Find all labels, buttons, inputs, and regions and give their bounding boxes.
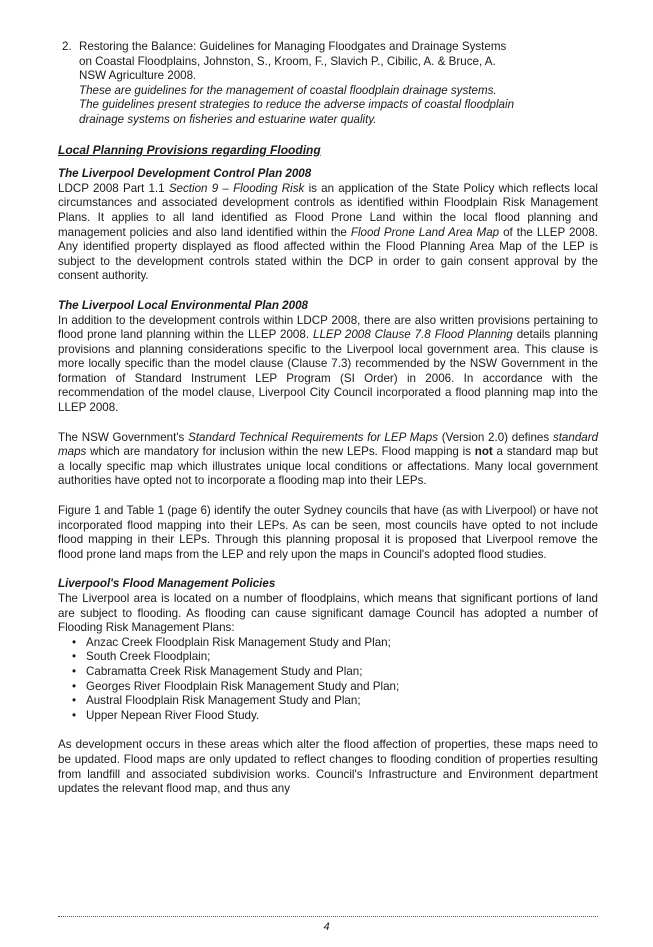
lep-section	[58, 299, 598, 416]
reference-number: 2.	[62, 40, 72, 53]
dcp-text-2: is an application of the State Policy which reflects local circumstances and associated development controls as identified within Floodplain Risk Management Plans. It applies to all land identified as Flood Prone Land within the local flood planning and management policies and also land identified within the	[58, 181, 598, 239]
figure-section	[58, 504, 598, 562]
reference-line-1: Restoring the Balance: Guidelines for Managing Floodgates and Drainage Systems	[79, 40, 507, 53]
list-item: • Georges River Floodplain Risk Management Study and Plan;	[72, 680, 598, 695]
dcp-text-1: LDCP 2008 Part 1.1	[58, 181, 169, 195]
dcp-section	[58, 167, 598, 284]
dcp-map-ref: Flood Prone Land Area Map	[350, 225, 500, 239]
lep-text-2: details planning provisions and planning considerations specific to the Liverpool local government area. This clause is more locally specific than the model clause (Clause 7.3) recommended by the NSW Government in the formation of Standard Instrument LEP Program (SI Order) in 2006. In accordance with the recommendation of the model clause, Liverpool City Council incorporated a flood planning map into the LLEP 2008.	[58, 328, 598, 415]
footer-divider	[58, 916, 598, 917]
reference-entry	[58, 40, 598, 128]
policies-heading: Liverpool's Flood Management Policies	[58, 577, 276, 591]
standard-maps-section	[58, 431, 598, 489]
lep-heading: The Liverpool Local Environmental Plan 2008	[58, 298, 308, 312]
policies-section	[58, 577, 598, 723]
dcp-section-ref: Section 9 – Flooding Risk	[168, 181, 305, 195]
reference-note-2: The guidelines present strategies to reduce the adverse impacts of coastal floodplain	[79, 98, 515, 112]
std-text-2: (Version 2.0) defines	[438, 430, 553, 444]
closing-paragraph: As development occurs in these areas which alter the flood affection of properties, these maps need to be updated. Flood maps are only updated to reflect changes to flooding condition of properties resulting from landfill and associated subdivision works. Council's Infrastructure and Environment department updates the relevant flood map, and thus any	[58, 738, 598, 796]
list-item: • Upper Nepean River Flood Study.	[72, 709, 598, 724]
std-not-emphasis: not	[474, 445, 493, 459]
dcp-heading: The Liverpool Development Control Plan 2008	[58, 167, 312, 181]
reference-line-3: NSW Agriculture 2008.	[79, 69, 197, 83]
std-text-3: which are mandatory for inclusion within the new LEPs. Flood mapping is	[86, 445, 475, 459]
list-item: • Cabramatta Creek Risk Management Study and Plan;	[72, 665, 598, 680]
document-page	[58, 40, 598, 797]
closing-section	[58, 738, 598, 796]
lep-text-1: In addition to the development controls within LDCP 2008, there are also written provisions pertaining to flood prone land planning within the LLEP 2008.	[58, 313, 598, 342]
lep-paragraph	[58, 314, 598, 416]
std-maps-term: standard maps	[58, 430, 599, 459]
policies-intro: The Liverpool area is located on a number of floodplains, which means that significant portions of land are subject to flooding. As flooding can cause significant damage Council has adopted a number of Flooding Risk Management Plans:	[58, 592, 598, 635]
std-text-1: The NSW Government's	[58, 430, 189, 444]
std-requirements-ref: Standard Technical Requirements for LEP Maps	[188, 430, 438, 444]
page-number: 4	[323, 921, 330, 933]
list-item: • Austral Floodplain Risk Management Study and Plan;	[72, 694, 598, 709]
std-text-4: a standard map but a locally specific map which illustrates unique local conditions or affectations. Many local government authorities have opted not to incorporate a flooding map into their LEPs.	[58, 445, 599, 488]
section-heading: Local Planning Provisions regarding Flooding	[58, 142, 321, 157]
reference-line-2: on Coastal Floodplains, Johnston, S., Kroom, F., Slavich P., Cibilic, A. & Bruce, A.	[79, 54, 496, 68]
list-item: • South Creek Floodplain;	[72, 650, 598, 665]
reference-note-3: drainage systems on fisheries and estuarine water quality.	[79, 112, 377, 126]
dcp-text-3: of the LLEP 2008. Any identified property displayed as flood affected within the Flood Planning Area Map of the LEP is subject to the development controls stated within the DCP in order to gain consent approval by the consent authority.	[58, 225, 598, 283]
dcp-paragraph	[58, 182, 598, 284]
plans-list	[58, 636, 598, 724]
standard-maps-paragraph	[58, 431, 598, 489]
figure-paragraph: Figure 1 and Table 1 (page 6) identify the outer Sydney councils that have (as with Liverpool) or have not incorporated flood mapping into their LEPs. As can be seen, most councils have opted to not include flood mapping in their LEPs. Through this planning proposal it is proposed that Liverpool remove the flood prone land maps from the LEP and rely upon the maps in Council's adopted flood studies.	[58, 504, 598, 561]
reference-note-1: These are guidelines for the management of coastal floodplain drainage systems.	[79, 83, 497, 97]
lep-clause-ref: LLEP 2008 Clause 7.8 Flood Planning	[313, 328, 513, 342]
list-item: • Anzac Creek Floodplain Risk Management Study and Plan;	[72, 636, 598, 651]
